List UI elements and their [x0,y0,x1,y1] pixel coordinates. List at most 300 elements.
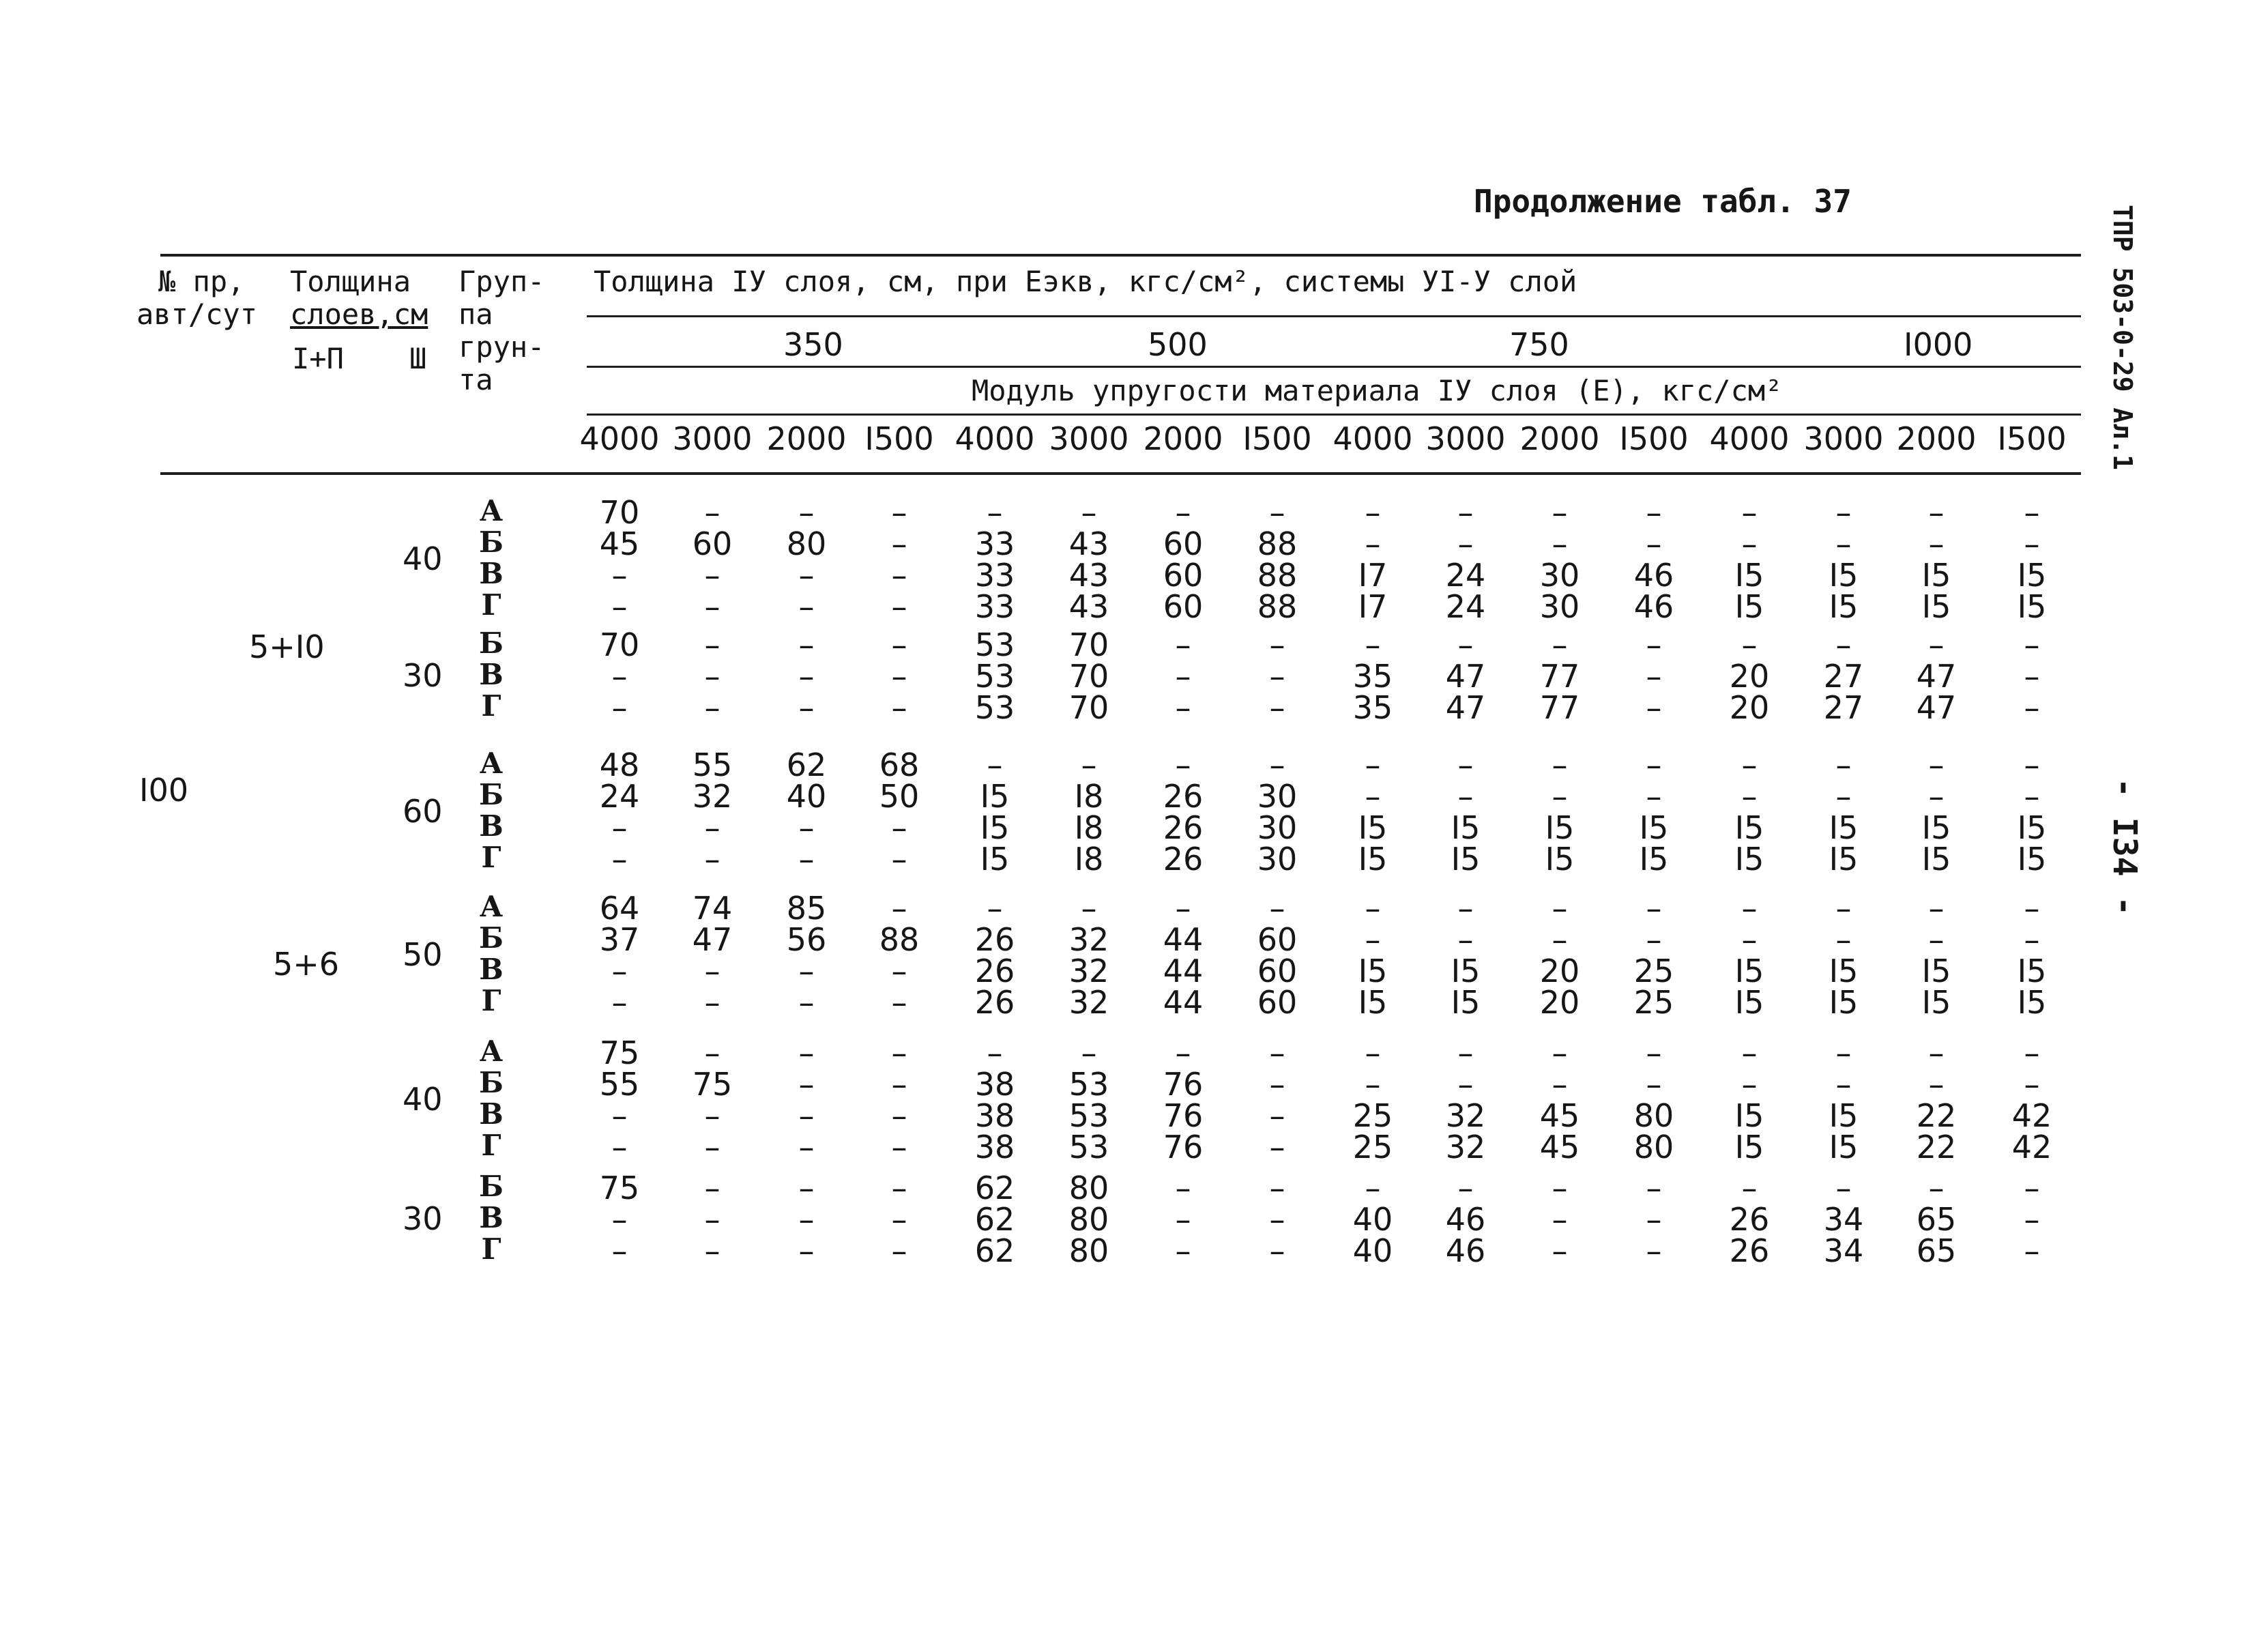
header-eekv-500: 500 [1148,326,1208,363]
table-cell: 40 [1352,1201,1393,1238]
table-cell: – [1741,1066,1758,1103]
table-cell: – [1365,494,1381,531]
table-cell: I5 [980,841,1010,878]
table-cell: 60 [1163,525,1204,562]
table-cell: – [2024,890,2040,927]
header-sub-I-II: I+П [292,342,344,375]
table-cell: – [611,809,628,846]
table-cell: – [704,626,720,663]
soil-group-label: Б [479,778,504,811]
table-cell: – [1928,525,1945,562]
table-cell: – [891,1201,907,1238]
table-cell: I5 [1545,841,1575,878]
table-cell: – [1365,778,1381,815]
header-group-line2: па [458,298,493,331]
header-group-line1: Груп- [458,265,545,298]
table-cell: I5 [1734,953,1764,989]
table-cell: – [1457,1066,1474,1103]
table-cell: – [704,1129,720,1165]
table-cell: – [1835,525,1852,562]
table-cell: 26 [974,953,1015,989]
table-cell: I5 [1545,809,1575,846]
table-cell: – [891,1170,907,1206]
table-cell: 24 [1445,557,1486,594]
table-cell: 56 [786,921,827,958]
table-cell: – [798,588,815,625]
table-cell: – [891,557,907,594]
table-cell: – [1646,1034,1662,1071]
table-cell: I5 [1734,557,1764,594]
table-cell: – [704,1097,720,1134]
table-cell: – [1457,1034,1474,1071]
table-cell: 74 [692,890,733,927]
table-cell: – [611,658,628,695]
table-cell: 25 [1633,984,1674,1021]
table-cell: – [1552,525,1568,562]
table-cell: – [704,1170,720,1206]
table-cell: I5 [1451,984,1481,1021]
table-cell: – [798,1097,815,1134]
table-cell: 77 [1539,658,1580,695]
table-cell: 22 [1916,1129,1957,1165]
table-cell: I5 [980,778,1010,815]
table-cell: – [1835,890,1852,927]
table-cell: – [1457,778,1474,815]
table-cell: – [891,841,907,878]
table-cell: 32 [1445,1097,1486,1134]
table-cell: – [611,1097,628,1134]
header-group-line4: та [458,363,493,396]
table-cell: – [1175,890,1191,927]
header-eekv-350: 350 [783,326,843,363]
header-eekv-1000: I000 [1904,326,1973,363]
table-cell: I5 [1829,1097,1859,1134]
soil-group-label: В [479,557,504,590]
table-cell: – [1269,1066,1285,1103]
soil-group-label: В [479,1201,504,1234]
table-cell: – [1928,1066,1945,1103]
table-cell: I5 [1734,809,1764,846]
table-cell: – [1646,525,1662,562]
modulus-header-cell: 3000 [1803,420,1884,457]
table-cell: 30 [1539,557,1580,594]
table-cell: – [987,494,1003,531]
table-cell: – [2024,525,2040,562]
table-cell: I8 [1074,778,1104,815]
table-cell: 47 [1916,689,1957,726]
table-cell: – [1552,494,1568,531]
modulus-header-cell: 3000 [1425,420,1506,457]
side-document-code: ТПР 503-0-29 Ал.1 [2108,205,2138,470]
table-cell: I8 [1074,841,1104,878]
header-traffic-line1: № пр, [158,265,245,298]
table-cell: – [798,841,815,878]
table-cell: 25 [1352,1097,1393,1134]
span-title-rule [587,315,2081,317]
table-cell: – [1365,1066,1381,1103]
table-cell: – [704,658,720,695]
table-cell: – [1365,921,1381,958]
table-cell: – [1646,747,1662,783]
table-cell: 30 [1539,588,1580,625]
table-cell: – [1175,658,1191,695]
table-cell: – [1646,494,1662,531]
table-cell: 80 [1633,1097,1674,1134]
table-cell: – [1928,626,1945,663]
table-cell: 25 [1352,1129,1393,1165]
table-cell: 43 [1068,588,1109,625]
table-cell: I7 [1358,557,1388,594]
table-cell: 48 [599,747,640,783]
table-cell: I5 [1829,809,1859,846]
table-cell: – [704,588,720,625]
table-cell: – [1269,494,1285,531]
table-cell: 20 [1729,658,1770,695]
table-cell: 43 [1068,557,1109,594]
table-cell: I8 [1074,809,1104,846]
table-cell: 34 [1823,1232,1864,1269]
table-cell: – [987,890,1003,927]
table-cell: – [1741,626,1758,663]
soil-group-label: Г [481,841,501,874]
soil-group-label: В [479,809,504,843]
table-cell: – [2024,689,2040,726]
soil-group-label: Б [479,525,504,559]
table-cell: I5 [1451,809,1481,846]
table-cell: – [891,1066,907,1103]
table-cell: 33 [974,588,1015,625]
table-cell: 30 [1257,841,1298,878]
table-cell: 32 [1445,1129,1486,1165]
header-modulus-title: Модуль упругости материала IУ слоя (E), кгс/см² [972,374,1783,407]
table-cell: – [1741,1034,1758,1071]
table-cell: I5 [1451,841,1481,878]
modulus-header-cell: I500 [1242,420,1312,457]
table-cell: – [798,1201,815,1238]
modulus-header-cell: 4000 [1333,420,1413,457]
table-cell: – [611,557,628,594]
table-cell: – [2024,1066,2040,1103]
soil-group-label: Г [481,1129,501,1162]
soil-group-label: В [479,953,504,986]
table-cell: – [2024,921,2040,958]
table-cell: 62 [974,1201,1015,1238]
table-cell: 30 [1257,778,1298,815]
table-cell: – [1175,1232,1191,1269]
table-cell: I5 [1734,1097,1764,1134]
table-cell: 46 [1445,1232,1486,1269]
table-cell: I5 [1829,1129,1859,1165]
table-cell: – [2024,778,2040,815]
header-traffic-line2: авт/сут [136,298,258,331]
table-cell: – [1741,747,1758,783]
table-cell: 26 [1729,1201,1770,1238]
table-cell: – [1457,890,1474,927]
table-cell: I5 [2017,809,2047,846]
table-cell: – [891,984,907,1021]
table-cell: – [891,953,907,989]
table-cell: 60 [1257,921,1298,958]
table-cell: 62 [786,747,827,783]
table-cell: 33 [974,525,1015,562]
table-cell: – [891,809,907,846]
table-cell: I5 [2017,557,2047,594]
page-number: - I34 - [2106,778,2144,916]
table-cell: – [704,1232,720,1269]
soil-group-label: Г [481,689,501,723]
table-cell: 75 [599,1034,640,1071]
table-cell: 26 [1729,1232,1770,1269]
table-cell: – [611,689,628,726]
table-cell: – [1457,494,1474,531]
table-cell: – [2024,1170,2040,1206]
table-top-rule [160,254,2081,257]
table-cell: – [2024,1232,2040,1269]
table-cell: 42 [2011,1129,2052,1165]
table-cell: I5 [1921,557,1951,594]
table-cell: 38 [974,1097,1015,1134]
modulus-header-cell: 3000 [1049,420,1129,457]
table-cell: 60 [1257,984,1298,1021]
table-cell: – [891,1232,907,1269]
table-cell: I5 [1921,841,1951,878]
table-cell: – [1365,1170,1381,1206]
table-cell: 20 [1729,689,1770,726]
table-cell: 26 [974,984,1015,1021]
table-cell: – [1928,921,1945,958]
table-cell: 70 [1068,626,1109,663]
table-cell: – [1365,626,1381,663]
table-cell: I5 [1829,588,1859,625]
soil-group-label: А [479,494,504,527]
table-cell: – [704,557,720,594]
table-cell: 77 [1539,689,1580,726]
table-cell: – [891,1034,907,1071]
table-cell: – [1457,525,1474,562]
layer-iii-thickness: 40 [403,540,443,577]
modulus-header-cell: 4000 [1709,420,1790,457]
table-cell: 37 [599,921,640,958]
table-cell: I5 [1358,841,1388,878]
modulus-header-cell: 2000 [1519,420,1600,457]
table-cell: – [1269,1232,1285,1269]
table-cell: – [611,1232,628,1269]
table-cell: – [1835,778,1852,815]
table-cell: 40 [786,778,827,815]
layer-iii-thickness: 60 [403,793,443,830]
table-cell: I5 [1734,1129,1764,1165]
table-cell: 45 [1539,1097,1580,1134]
table-cell: – [2024,494,2040,531]
table-cell: – [1741,494,1758,531]
table-cell: – [891,525,907,562]
table-cell: – [1741,1170,1758,1206]
modulus-header-cell: 2000 [766,420,847,457]
table-cell: – [798,557,815,594]
table-cell: I5 [1829,984,1859,1021]
table-cell: I5 [2017,588,2047,625]
table-cell: 32 [1068,953,1109,989]
table-cell: 53 [974,689,1015,726]
table-cell: – [1646,1170,1662,1206]
table-cell: – [1552,890,1568,927]
table-cell: I5 [1734,984,1764,1021]
table-cell: 45 [599,525,640,562]
table-cell: – [1269,890,1285,927]
table-cell: 53 [1068,1066,1109,1103]
table-cell: I5 [1921,809,1951,846]
soil-group-label: А [479,890,504,923]
table-cell: 24 [1445,588,1486,625]
table-cell: 80 [1068,1170,1109,1206]
subgroup-5-10: 5+I0 [249,628,325,665]
table-cell: – [1928,494,1945,531]
table-cell: – [1928,1170,1945,1206]
table-cell: I5 [1734,588,1764,625]
table-cell: 26 [1163,809,1204,846]
table-cell: – [1646,689,1662,726]
table-cell: – [1457,1170,1474,1206]
table-cell: – [1175,626,1191,663]
table-cell: – [1269,1201,1285,1238]
table-cell: – [2024,1034,2040,1071]
table-cell: 64 [599,890,640,927]
table-cell: – [987,1034,1003,1071]
table-cell: 46 [1633,557,1674,594]
table-cell: 27 [1823,658,1864,695]
table-cell: 32 [1068,984,1109,1021]
table-cell: – [1457,921,1474,958]
table-cell: – [891,588,907,625]
table-cell: – [798,689,815,726]
table-cell: – [611,588,628,625]
table-cell: – [1081,747,1097,783]
table-cell: – [1646,890,1662,927]
table-cell: – [704,953,720,989]
header-sub-III: Ш [409,342,427,375]
table-cell: 42 [2011,1097,2052,1134]
table-cell: – [1365,525,1381,562]
table-cell: I5 [1921,953,1951,989]
table-cell: 62 [974,1232,1015,1269]
eekv-rule [587,366,2081,368]
table-cell: I5 [2017,841,2047,878]
table-cell: 32 [1068,921,1109,958]
table-cell: – [1269,1129,1285,1165]
table-cell: 26 [1163,778,1204,815]
table-cell: – [1646,1232,1662,1269]
header-eekv-750: 750 [1509,326,1569,363]
soil-group-label: В [479,658,504,691]
table-cell: 60 [692,525,733,562]
table-cell: 20 [1539,953,1580,989]
table-cell: – [1741,525,1758,562]
table-cell: 45 [1539,1129,1580,1165]
table-cell: 46 [1633,588,1674,625]
table-cell: I5 [1639,841,1669,878]
table-cell: 20 [1539,984,1580,1021]
table-cell: 60 [1163,557,1204,594]
table-cell: 70 [1068,658,1109,695]
table-cell: – [1646,921,1662,958]
table-cell: 38 [974,1066,1015,1103]
table-cell: – [891,1097,907,1134]
table-cell: 38 [974,1129,1015,1165]
soil-group-label: Г [481,1232,501,1266]
table-cell: I5 [1921,588,1951,625]
table-cell: – [704,494,720,531]
table-cell: – [1457,626,1474,663]
header-thickness-line1: Толщина [290,265,411,298]
table-cell: 76 [1163,1129,1204,1165]
table-cell: – [1646,778,1662,815]
table-cell: – [1457,747,1474,783]
table-cell: 53 [1068,1097,1109,1134]
table-cell: 80 [1068,1232,1109,1269]
table-cell: 43 [1068,525,1109,562]
table-cell: – [891,689,907,726]
table-cell: – [2024,1201,2040,1238]
table-cell: 53 [974,658,1015,695]
layer-iii-thickness: 30 [403,657,443,694]
table-cell: – [1646,658,1662,695]
table-cell: – [1646,1066,1662,1103]
table-cell: 26 [1163,841,1204,878]
table-cell: 33 [974,557,1015,594]
table-cell: – [1365,747,1381,783]
header-span-title: Толщина IУ слоя, см, при Еэкв, кгс/см², системы УI-У слой [594,265,1577,298]
table-cell: 70 [599,494,640,531]
table-cell: – [798,984,815,1021]
table-cell: – [1269,1097,1285,1134]
table-cell: – [1928,747,1945,783]
soil-group-label: А [479,1034,504,1068]
table-cell: 62 [974,1170,1015,1206]
table-cell: – [1269,626,1285,663]
table-cell: – [1741,890,1758,927]
table-cell: – [1552,1066,1568,1103]
table-cell: 25 [1633,953,1674,989]
soil-group-label: Б [479,1066,504,1099]
table-cell: 75 [692,1066,733,1103]
table-cell: 30 [1257,809,1298,846]
table-cell: – [1835,921,1852,958]
table-cell: I7 [1358,588,1388,625]
table-cell: 68 [879,747,920,783]
table-cell: 53 [1068,1129,1109,1165]
table-cell: 47 [692,921,733,958]
table-cell: 46 [1445,1201,1486,1238]
table-cell: – [704,841,720,878]
table-cell: – [704,984,720,1021]
header-thickness-line2: слоев,см [290,298,428,331]
table-cell: – [1269,658,1285,695]
table-cell: 32 [692,778,733,815]
table-cell: – [611,984,628,1021]
table-cell: 47 [1445,658,1486,695]
table-cell: – [1365,1034,1381,1071]
table-cell: – [1928,1034,1945,1071]
table-cell: I5 [1358,984,1388,1021]
soil-group-label: А [479,747,504,780]
soil-group-label: Г [481,588,501,622]
table-cell: – [891,658,907,695]
table-cell: 55 [599,1066,640,1103]
table-cell: – [611,1129,628,1165]
subgroup-5-6: 5+6 [273,946,340,983]
table-cell: – [1835,747,1852,783]
table-cell: 47 [1916,658,1957,695]
